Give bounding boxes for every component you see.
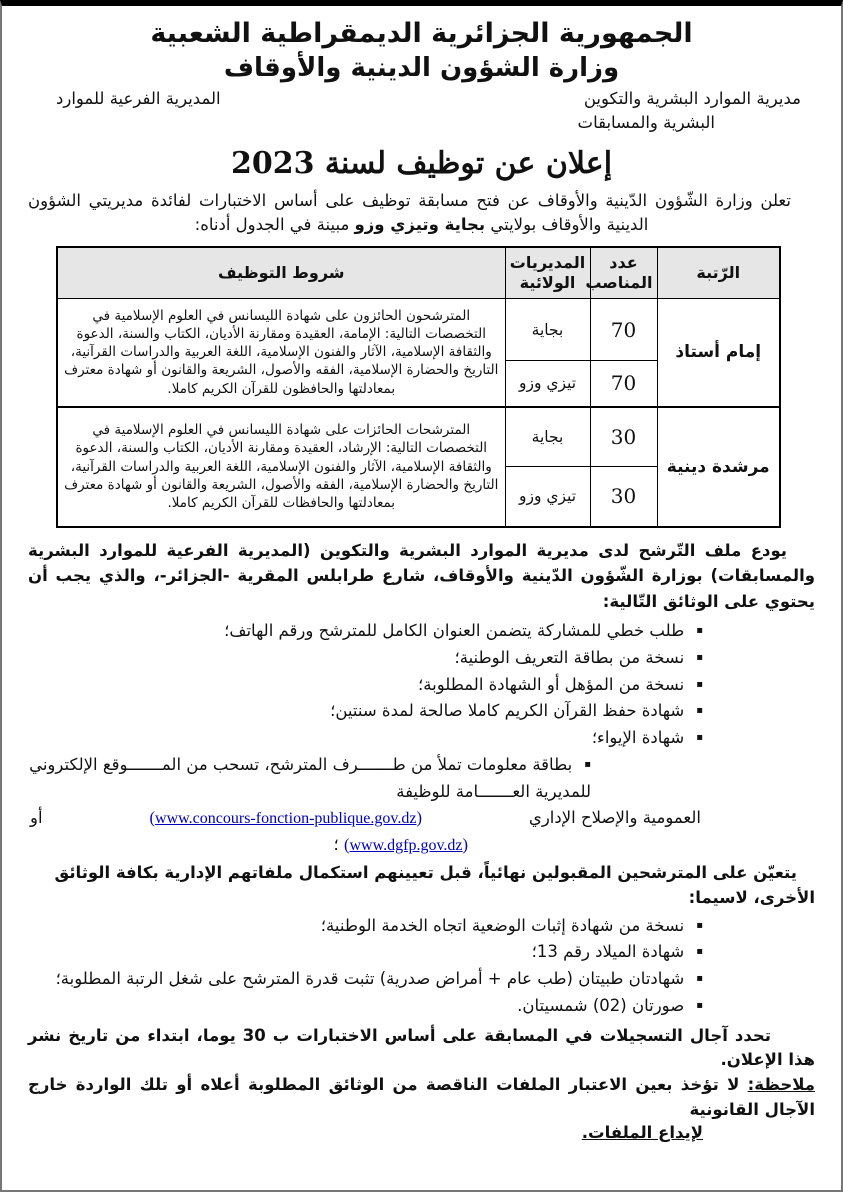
document-item-info-card — [28, 752, 815, 859]
intro-wilayas-bold: بجاية وتيزي وزو — [354, 215, 486, 235]
directorates-row — [28, 88, 815, 109]
bullet-icon: ▪ — [696, 973, 703, 985]
document-item-text: نسخة من بطاقة التعريف الوطنية؛ — [454, 648, 685, 668]
count-bejaia-imam: 70 — [590, 299, 657, 361]
concours-url-link[interactable]: www.concours-fonction-publique.gov.dz — [155, 810, 417, 828]
table-row — [57, 299, 780, 361]
count-bejaia-guide: 30 — [590, 407, 657, 467]
final-note-paragraph: يتعيّن على المترشحين المقبولين نهائياً، قبل تعيينهم استكمال ملفاتهم الإدارية بكافة الوثائق الأخرى، لاسيما: — [54, 863, 815, 907]
bullet-icon: ▪ — [696, 705, 703, 717]
bullet-icon: ▪ — [696, 732, 703, 744]
table-header-row — [57, 247, 780, 299]
sub-directorate: المديرية الفرعية للموارد — [56, 89, 221, 109]
column-header-directorates: المديريات الولائية — [505, 247, 590, 299]
bullet-icon: ▪ — [696, 678, 703, 690]
wilaya-tiziouzou: تيزي وزو — [505, 361, 590, 407]
info-card-line3: (www.dgfp.gov.dz) ؛ — [333, 835, 468, 855]
document-item — [28, 672, 815, 699]
document-item — [28, 618, 815, 645]
bullet-icon: ▪ — [696, 625, 703, 637]
document-item-text: شهادة الإيواء؛ — [591, 728, 685, 748]
rank-imam: إمام أستاذ — [657, 299, 780, 407]
page-title: إعلان عن توظيف لسنة 2023 — [230, 146, 613, 182]
document-item — [28, 913, 815, 940]
directorate-continuation: البشرية والمسابقات — [577, 112, 715, 132]
info-card-line2-right: العمومية والإصلاح الإداري — [528, 808, 701, 828]
final-documents-list — [28, 913, 815, 1020]
positions-table — [56, 246, 781, 528]
column-header-rank: الرّتبة — [657, 247, 780, 299]
column-header-conditions: شروط التوظيف — [57, 247, 505, 299]
wilaya-bejaia: بجاية — [505, 299, 590, 361]
dgfp-url-link[interactable]: www.dgfp.gov.dz — [349, 837, 463, 855]
bullet-icon: ▪ — [696, 919, 703, 931]
required-documents-list — [28, 618, 815, 859]
wilaya-bejaia: بجاية — [505, 407, 590, 467]
url2-suffix: ؛ — [333, 835, 339, 855]
count-tiziouzou-guide: 30 — [590, 467, 657, 527]
intro-paragraph — [28, 189, 815, 239]
document-item — [28, 993, 815, 1020]
intro-text-2: مبينة في الجدول أدناه: — [194, 215, 355, 235]
document-item-text: نسخة من شهادة إثبات الوضعية اتجاه الخدمة الوطنية؛ — [320, 915, 685, 935]
hr-training-directorate: مديرية الموارد البشرية والتكوين — [583, 89, 801, 109]
ministry-title: وزارة الشؤون الدينية والأوقاف — [223, 53, 620, 84]
document-item-text: شهادة حفظ القرآن الكريم كاملا صالحة لمدة سنتين؛ — [330, 701, 685, 721]
document-item-text: نسخة من المؤهل أو الشهادة المطلوبة؛ — [418, 674, 685, 694]
conditions-imam: المترشحون الحائزون على شهادة الليسانس في العلوم الإسلامية في التخصصات التالية: الإمامة، العقيدة ومقارنة الأديان، الكتاب والسنة، الدعوة والثقافة الإسلامية، الآثار والفنون الإسلامية، اللغة العربية والدراسات القرآنية، التاريخ والحضارة الإسلامية، الفقه والأصول، الشريعة والقانون أو شهادة معترف بمعادلتها والحافظون للقرآن الكريم كاملا. — [57, 299, 505, 407]
document-item-text: صورتان (02) شمسيتان. — [517, 995, 685, 1015]
wilaya-tiziouzou: تيزي وزو — [505, 467, 590, 527]
count-tiziouzou-imam: 70 — [590, 361, 657, 407]
remark-text: لا تؤخذ بعين الاعتبار الملفات الناقصة من الوثائق المطلوبة أعلاه أو تلك الواردة خارج الآجال القانونية — [28, 1075, 815, 1119]
remark-label: ملاحظة: — [747, 1075, 815, 1095]
document-item — [28, 698, 815, 725]
document-item — [28, 939, 815, 966]
rank-guide: مرشدة دينية — [657, 407, 780, 527]
document-item-text: شهادة الميلاد رقم 13؛ — [531, 942, 685, 962]
document-item — [28, 966, 815, 993]
conditions-guide: المترشحات الحائزات على شهادة الليسانس في العلوم الإسلامية في التخصصات التالية: الإرشاد، العقيدة ومقارنة الأديان، الكتاب والسنة، الدعوة والثقافة الإسلامية، الآثار والفنون الإسلامية، اللغة العربية والدراسات القرآنية، التاريخ والحضارة الإسلامية، الفقه والأصول، الشريعة والقانون أو شهادة معترف بمعادلتها والحافظات للقرآن الكريم كاملا. — [57, 407, 505, 527]
info-card-line2 — [28, 805, 703, 832]
bullet-icon: ▪ — [584, 758, 591, 770]
deadline-paragraph: تحدد آجال التسجيلات في المسابقة على أساس الاختبارات ب 30 يوما، ابتداء من تاريخ نشر هذا الإعلان. — [28, 1025, 815, 1070]
document-item — [28, 725, 815, 752]
url-wrap-1: (www.concours-fonction-publique.gov.dz) — [149, 808, 422, 828]
document-item-text: طلب خطي للمشاركة يتضمن العنوان الكامل للمترشح ورقم الهاتف؛ — [224, 621, 685, 641]
republic-title: الجمهورية الجزائرية الديمقراطية الشعبية — [150, 18, 693, 49]
bullet-icon: ▪ — [696, 946, 703, 958]
info-card-line1: ▪بطاقة معلومات تملأ من طـــــــرف المترشح، تسحب من المـــــــوقع الإلكتروني للمديرية العـــــــامة للوظيفة — [29, 754, 591, 801]
column-header-positions: عدد المناصب — [590, 247, 657, 299]
info-card-line2-left: أو — [30, 808, 43, 828]
bullet-icon: ▪ — [696, 652, 703, 664]
intro-text-1: تعلن وزارة الشّؤون الدّينية والأوقاف عن فتح مسابقة توظيف على أساس الاختبارات لفائدة مديريتي الشؤون الدينية والأوقاف بولايتي — [28, 190, 791, 235]
submission-paragraph: يودع ملف التّرشح لدى مديرية الموارد البشرية والتكوين (المديرية الفرعية للموارد البشرية والمسابقات) بوزارة الشّؤون الدّينية والأوقاف، شارع طرابلس المقرية -الجزائر-، والذي يجب أن يحتوي على الوثائق التّالية: — [28, 540, 815, 611]
document-item-text: شهادتان طبيتان (طب عام + أمراض صدرية) تثبت قدرة المترشح على شغل الرتبة المطلوبة؛ — [55, 969, 685, 989]
document-item — [28, 645, 815, 672]
bullet-icon: ▪ — [696, 999, 703, 1011]
table-row — [57, 407, 780, 467]
remark-paragraph — [28, 1073, 815, 1123]
remark-tail: لإيداع الملفات. — [581, 1122, 703, 1142]
